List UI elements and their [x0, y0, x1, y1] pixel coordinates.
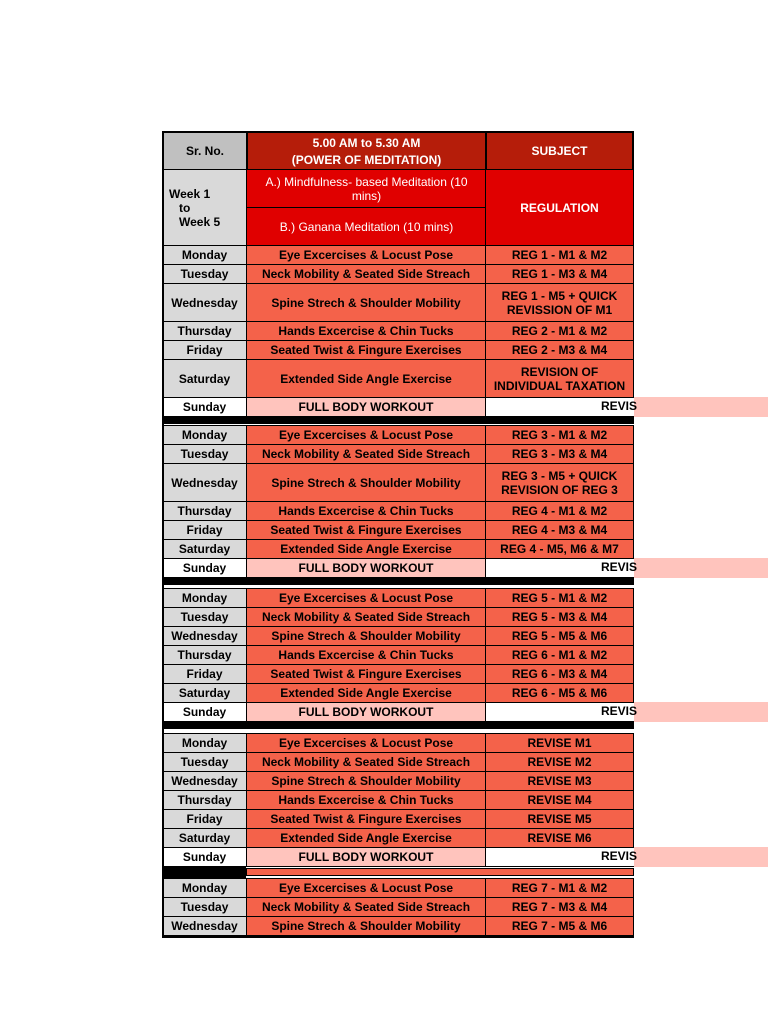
activity-cell-text: Hands Excercise & Chin Tucks — [278, 504, 454, 518]
subject-cell-text: REG 4 - M3 & M4 — [511, 523, 608, 537]
subject-cell — [485, 809, 634, 829]
activity-cell — [246, 321, 486, 341]
sunday-revision-overflow — [634, 847, 768, 867]
day-cell — [162, 359, 247, 398]
subject-cell-text: REG 6 - M5 & M6 — [511, 686, 608, 700]
subject-cell-text: REG 1 - M3 & M4 — [511, 267, 608, 281]
header-subject-label: SUBJECT — [531, 144, 588, 158]
activity-cell — [246, 916, 486, 936]
meditation-b-cell — [246, 207, 487, 246]
activity-cell-text: Spine Strech & Shoulder Mobility — [271, 475, 461, 490]
subject-cell-text: REG 6 - M1 & M2 — [511, 648, 608, 662]
subject-cell — [485, 664, 634, 684]
week-separator — [162, 416, 634, 424]
meditation-a-label: A.) Mindfulness- based Meditation (10 mins) — [265, 174, 468, 203]
day-cell — [162, 444, 247, 464]
week-separator — [162, 577, 634, 585]
day-cell-text: Monday — [181, 881, 228, 895]
day-cell-text: Wednesday — [171, 774, 238, 788]
activity-cell-text: Extended Side Angle Exercise — [280, 542, 452, 556]
day-cell — [162, 283, 247, 322]
activity-cell — [246, 558, 486, 578]
day-cell — [162, 397, 247, 417]
activity-cell-text: Eye Excercises & Locust Pose — [278, 428, 454, 442]
activity-cell — [246, 607, 486, 627]
day-cell — [162, 588, 247, 608]
subject-cell — [485, 607, 634, 627]
header-sr-no-label: Sr. No. — [185, 144, 224, 158]
day-cell-text: Thursday — [177, 504, 232, 518]
subject-cell — [485, 340, 634, 360]
meditation-a-cell — [246, 169, 487, 208]
day-cell — [162, 626, 247, 646]
day-cell — [162, 702, 247, 722]
day-cell — [162, 321, 247, 341]
week-separator-band — [246, 868, 634, 876]
day-cell-text: Sunday — [182, 400, 227, 414]
day-cell — [162, 539, 247, 559]
activity-cell-text: Extended Side Angle Exercise — [280, 686, 452, 700]
activity-cell — [246, 425, 486, 445]
activity-cell-text: Neck Mobility & Seated Side Streach — [261, 900, 471, 914]
day-cell — [162, 809, 247, 829]
activity-cell — [246, 397, 486, 417]
day-cell-text: Sunday — [182, 850, 227, 864]
subject-cell — [485, 520, 634, 540]
activity-cell-text: Seated Twist & Fingure Exercises — [270, 812, 462, 826]
subject-cell — [485, 245, 634, 265]
activity-cell — [246, 626, 486, 646]
activity-cell — [246, 664, 486, 684]
day-cell — [162, 897, 247, 917]
activity-cell-text: Eye Excercises & Locust Pose — [278, 591, 454, 605]
activity-cell-text: Neck Mobility & Seated Side Streach — [261, 447, 471, 461]
subject-cell — [485, 771, 634, 791]
activity-cell-text: Seated Twist & Fingure Exercises — [270, 667, 462, 681]
day-cell-text: Thursday — [177, 793, 232, 807]
activity-cell — [246, 245, 486, 265]
day-cell — [162, 264, 247, 284]
day-cell-text: Wednesday — [171, 295, 238, 310]
subject-cell-text: REVISE M3 — [527, 774, 592, 788]
subject-cell-text: REVISION OF INDIVIDUAL TAXATION — [493, 364, 626, 393]
day-cell — [162, 245, 247, 265]
activity-cell — [246, 809, 486, 829]
day-cell — [162, 878, 247, 898]
activity-cell — [246, 790, 486, 810]
subject-cell-text: REG 7 - M1 & M2 — [511, 881, 608, 895]
subject-cell-text: REG 6 - M3 & M4 — [511, 667, 608, 681]
day-cell — [162, 916, 247, 936]
day-cell-text: Thursday — [177, 648, 232, 662]
day-cell — [162, 558, 247, 578]
day-cell — [162, 425, 247, 445]
activity-cell — [246, 752, 486, 772]
header-sr-no — [162, 131, 248, 171]
activity-cell — [246, 283, 486, 322]
activity-cell — [246, 520, 486, 540]
subject-cell-text: REG 3 - M5 + QUICK REVISION OF REG 3 — [501, 468, 618, 497]
activity-cell — [246, 683, 486, 703]
subject-cell-text: REG 7 - M3 & M4 — [511, 900, 608, 914]
day-cell — [162, 340, 247, 360]
day-cell-text: Monday — [181, 591, 228, 605]
subject-cell-text: REG 4 - M5, M6 & M7 — [500, 542, 619, 556]
subject-cell-text: REG 1 - M5 + QUICK REVISSION OF M1 — [501, 288, 618, 317]
sunday-revision-label: REVIS — [601, 704, 638, 718]
subject-cell-text: REVISE M6 — [527, 831, 592, 845]
subject-cell — [485, 463, 634, 502]
regulation-label: REGULATION — [520, 200, 599, 215]
subject-cell — [485, 264, 634, 284]
activity-cell-text: Extended Side Angle Exercise — [280, 831, 452, 845]
activity-cell — [246, 878, 486, 898]
subject-cell-text: REVISE M2 — [527, 755, 592, 769]
day-cell-text: Sunday — [182, 705, 227, 719]
subject-cell-text: REG 5 - M1 & M2 — [511, 591, 608, 605]
sunday-revision-label: REVIS — [601, 399, 638, 413]
activity-cell — [246, 463, 486, 502]
week-separator — [162, 866, 246, 878]
activity-cell-text: Neck Mobility & Seated Side Streach — [261, 610, 471, 624]
subject-cell-text: REG 2 - M3 & M4 — [511, 343, 608, 357]
header-time-slot — [246, 131, 487, 171]
regulation-cell — [485, 169, 634, 246]
sunday-revision-label: REVIS — [601, 849, 638, 863]
subject-cell-text: REG 1 - M1 & M2 — [511, 248, 608, 262]
day-cell-text: Wednesday — [171, 629, 238, 643]
subject-cell — [485, 645, 634, 665]
day-cell-text: Tuesday — [180, 755, 229, 769]
day-cell — [162, 463, 247, 502]
activity-cell-text: Spine Strech & Shoulder Mobility — [271, 774, 461, 788]
activity-cell — [246, 264, 486, 284]
day-cell — [162, 828, 247, 848]
day-cell-text: Thursday — [177, 324, 232, 338]
activity-cell — [246, 771, 486, 791]
subject-cell — [485, 425, 634, 445]
day-cell-text: Saturday — [178, 686, 231, 700]
activity-cell-text: Spine Strech & Shoulder Mobility — [271, 919, 461, 933]
activity-cell — [246, 733, 486, 753]
activity-cell-text: FULL BODY WORKOUT — [298, 400, 434, 414]
activity-cell-text: Neck Mobility & Seated Side Streach — [261, 755, 471, 769]
day-cell-text: Tuesday — [180, 900, 229, 914]
subject-cell-text: REG 2 - M1 & M2 — [511, 324, 608, 338]
day-cell-text: Saturday — [178, 371, 231, 386]
day-cell-text: Monday — [181, 248, 228, 262]
subject-cell-text: REVISE M5 — [527, 812, 592, 826]
header-time-line1: 5.00 AM to 5.30 AM — [312, 135, 421, 150]
day-cell-text: Saturday — [178, 542, 231, 556]
sunday-revision-overflow — [634, 702, 768, 722]
activity-cell-text: Eye Excercises & Locust Pose — [278, 248, 454, 262]
day-cell — [162, 790, 247, 810]
activity-cell — [246, 359, 486, 398]
sunday-revision-overflow — [634, 558, 768, 578]
activity-cell-text: Hands Excercise & Chin Tucks — [278, 648, 454, 662]
activity-cell-text: Seated Twist & Fingure Exercises — [270, 523, 462, 537]
day-cell-text: Sunday — [182, 561, 227, 575]
activity-cell — [246, 897, 486, 917]
day-cell-text: Tuesday — [180, 267, 229, 281]
subject-cell-text: REG 5 - M3 & M4 — [511, 610, 608, 624]
subject-cell — [485, 283, 634, 322]
subject-cell-text: REVISE M1 — [527, 736, 592, 750]
activity-cell-text: Spine Strech & Shoulder Mobility — [271, 629, 461, 643]
week-range-cell — [162, 169, 248, 246]
subject-cell — [485, 588, 634, 608]
day-cell-text: Wednesday — [171, 475, 238, 490]
subject-cell — [485, 539, 634, 559]
activity-cell-text: Neck Mobility & Seated Side Streach — [261, 267, 471, 281]
activity-cell — [246, 501, 486, 521]
subject-cell-text: REG 3 - M3 & M4 — [511, 447, 608, 461]
day-cell-text: Wednesday — [171, 919, 238, 933]
day-cell — [162, 847, 247, 867]
week-range-label: Week 1 to Week 5 — [169, 186, 221, 229]
day-cell — [162, 683, 247, 703]
subject-cell-text: REG 7 - M5 & M6 — [511, 919, 608, 933]
day-cell — [162, 645, 247, 665]
subject-cell — [485, 828, 634, 848]
activity-cell-text: FULL BODY WORKOUT — [298, 561, 434, 575]
subject-cell — [485, 733, 634, 753]
activity-cell-text: Eye Excercises & Locust Pose — [278, 881, 454, 895]
subject-cell-text: REG 4 - M1 & M2 — [511, 504, 608, 518]
week-separator — [162, 721, 634, 729]
day-cell-text: Tuesday — [180, 447, 229, 461]
subject-cell — [485, 626, 634, 646]
day-cell-text: Friday — [186, 667, 223, 681]
subject-cell — [485, 444, 634, 464]
day-cell — [162, 771, 247, 791]
day-cell-text: Friday — [186, 523, 223, 537]
activity-cell — [246, 340, 486, 360]
activity-cell — [246, 645, 486, 665]
subject-cell — [485, 897, 634, 917]
day-cell — [162, 607, 247, 627]
day-cell-text: Tuesday — [180, 610, 229, 624]
activity-cell-text: Hands Excercise & Chin Tucks — [278, 793, 454, 807]
activity-cell-text: Hands Excercise & Chin Tucks — [278, 324, 454, 338]
activity-cell-text: Spine Strech & Shoulder Mobility — [271, 295, 461, 310]
activity-cell-text: Extended Side Angle Exercise — [280, 371, 452, 386]
activity-cell — [246, 588, 486, 608]
activity-cell — [246, 828, 486, 848]
day-cell — [162, 733, 247, 753]
day-cell-text: Friday — [186, 343, 223, 357]
subject-cell — [485, 359, 634, 398]
day-cell — [162, 752, 247, 772]
subject-cell-text: REG 5 - M5 & M6 — [511, 629, 608, 643]
header-time-line2: (POWER OF MEDITATION) — [291, 152, 442, 167]
day-cell-text: Saturday — [178, 831, 231, 845]
subject-cell — [485, 790, 634, 810]
header-subject — [485, 131, 634, 171]
meditation-b-label: B.) Ganana Meditation (10 mins) — [279, 219, 454, 234]
day-cell-text: Monday — [181, 428, 228, 442]
subject-cell-text: REG 3 - M1 & M2 — [511, 428, 608, 442]
sunday-revision-label: REVIS — [601, 560, 638, 574]
activity-cell — [246, 847, 486, 867]
subject-cell — [485, 321, 634, 341]
activity-cell — [246, 539, 486, 559]
activity-cell-text: Eye Excercises & Locust Pose — [278, 736, 454, 750]
subject-cell — [485, 916, 634, 936]
day-cell — [162, 501, 247, 521]
subject-cell — [485, 683, 634, 703]
activity-cell-text: FULL BODY WORKOUT — [298, 705, 434, 719]
day-cell — [162, 520, 247, 540]
activity-cell-text: Seated Twist & Fingure Exercises — [270, 343, 462, 357]
day-cell-text: Friday — [186, 812, 223, 826]
sunday-revision-overflow — [634, 397, 768, 417]
day-cell-text: Monday — [181, 736, 228, 750]
subject-cell-text: REVISE M4 — [527, 793, 592, 807]
subject-cell — [485, 501, 634, 521]
activity-cell — [246, 702, 486, 722]
subject-cell — [485, 878, 634, 898]
activity-cell — [246, 444, 486, 464]
activity-cell-text: FULL BODY WORKOUT — [298, 850, 434, 864]
day-cell — [162, 664, 247, 684]
subject-cell — [485, 752, 634, 772]
